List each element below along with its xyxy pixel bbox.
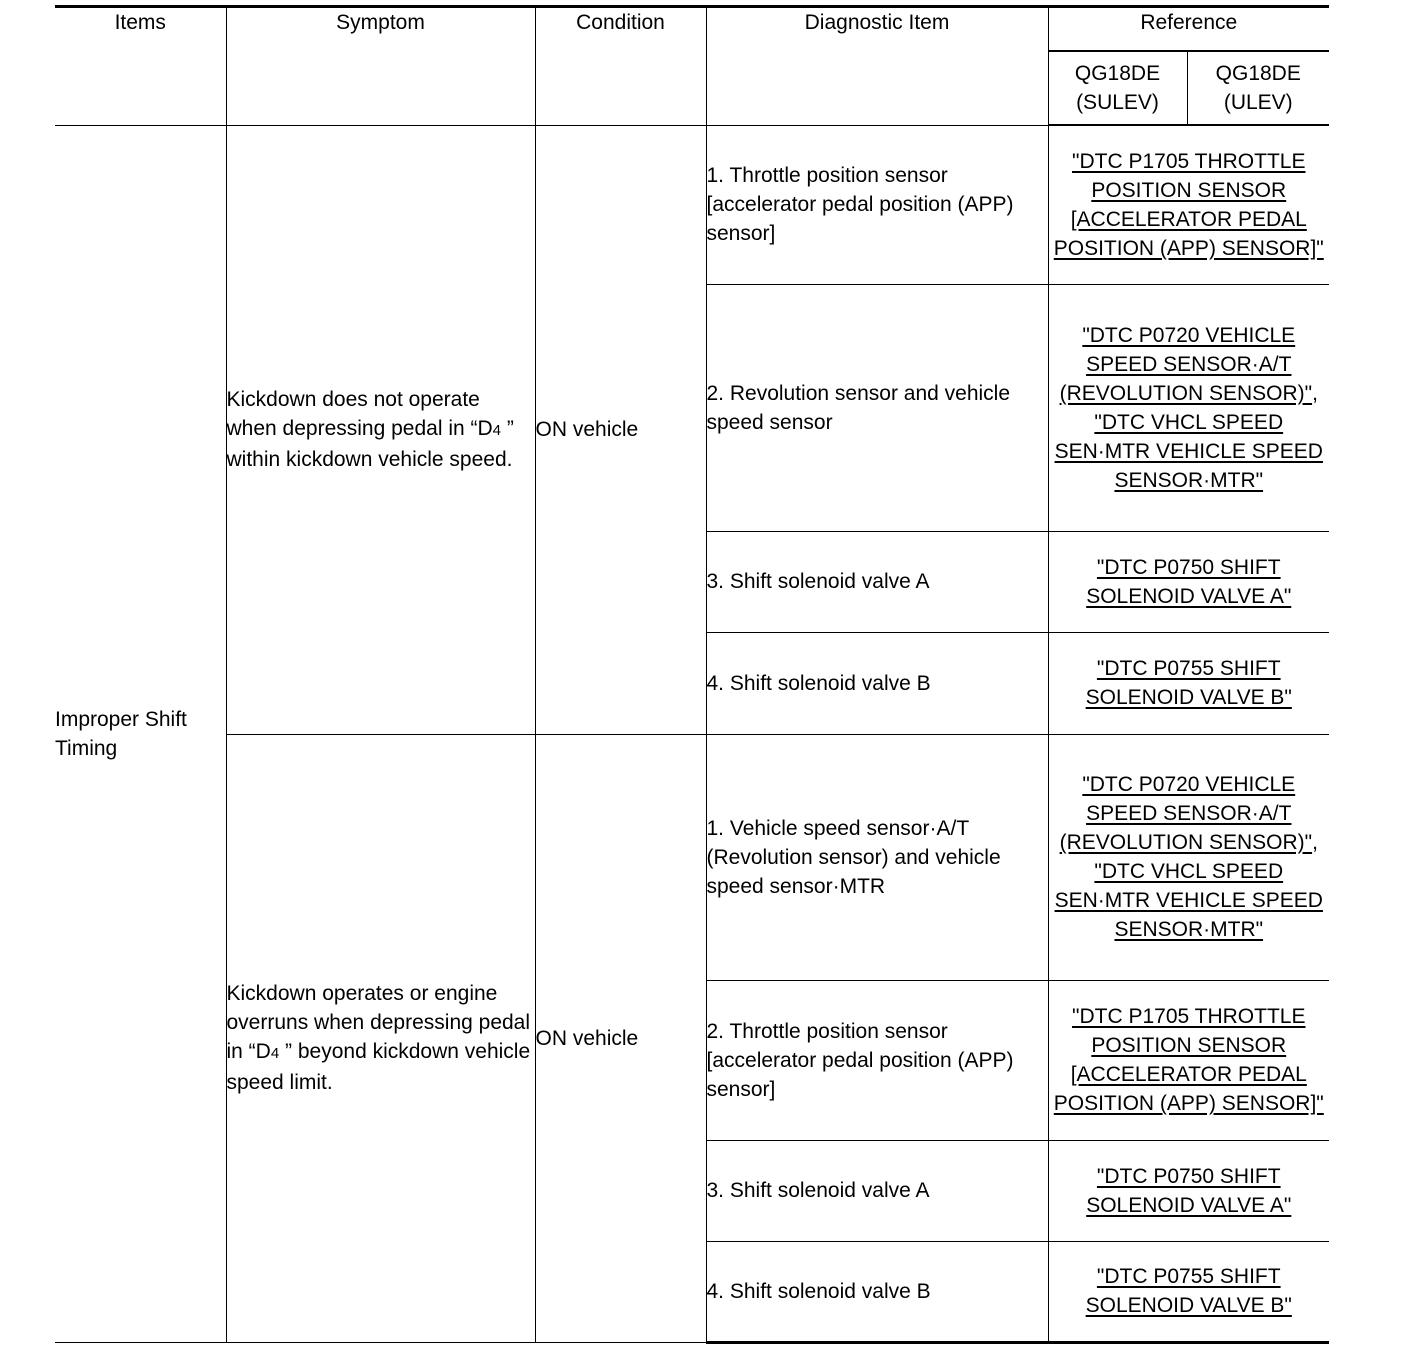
reference-link[interactable]: "DTC P0720 VEHICLE SPEED SENSOR·A/T (REVOLUTION SENSOR)" [1059, 773, 1313, 854]
diagnostic-item-cell: 1. Vehicle speed sensor·A/T (Revolution sensor) and vehicle speed sensor·MTR [706, 734, 1048, 980]
header-items: Items [55, 7, 226, 126]
reference-link[interactable]: "DTC P0750 SHIFT SOLENOID VALVE A" [1086, 555, 1292, 608]
header-row [55, 7, 1329, 52]
item-cell: Improper Shift Timing [55, 125, 226, 1342]
header-ulev [1187, 51, 1329, 125]
diagnostic-item-cell: 3. Shift solenoid valve A [706, 531, 1048, 632]
symptom-subscript: 4 [270, 1045, 280, 1062]
diagnostic-item-cell: 4. Shift solenoid valve B [706, 632, 1048, 734]
diagnostic-item-cell: 1. Throttle position sensor [accelerator pedal position (APP) sensor] [706, 125, 1048, 284]
diagnostic-item-cell: 4. Shift solenoid valve B [706, 1241, 1048, 1342]
reference-link[interactable]: "DTC P1705 THROTTLE POSITION SENSOR [ACCELERATOR PEDAL POSITION (APP) SENSOR]" [1053, 1005, 1324, 1115]
diagnostic-item-cell: 2. Throttle position sensor [accelerator pedal position (APP) sensor] [706, 980, 1048, 1140]
diagnostic-item-cell: 3. Shift solenoid valve A [706, 1140, 1048, 1241]
reference-link[interactable]: "DTC P0755 SHIFT SOLENOID VALVE B" [1085, 657, 1292, 709]
header-diagnostic-item: Diagnostic Item [706, 7, 1048, 126]
symptom-cell [226, 734, 535, 1342]
symptom-text-end: ” within kickdown vehicle speed. [226, 417, 514, 471]
symptom-text: Kickdown operates or engine overruns when depressing pedal in “D [226, 982, 531, 1063]
header-sulev [1048, 51, 1187, 125]
reference-cell [1048, 531, 1329, 632]
symptom-subscript: 4 [492, 422, 502, 439]
table-row [55, 125, 1329, 284]
diagnostic-item-cell: 2. Revolution sensor and vehicle speed sensor [706, 284, 1048, 531]
symptom-text: Kickdown does not operate when depressing pedal in “D [226, 388, 493, 440]
header-symptom: Symptom [226, 7, 535, 126]
reference-cell [1048, 1140, 1329, 1241]
header-condition: Condition [535, 7, 706, 126]
diagnostic-table [55, 5, 1329, 1344]
condition-cell: ON vehicle [535, 734, 706, 1342]
reference-separator: , [1312, 831, 1318, 854]
header-sulev-line2: (SULEV) [1076, 91, 1159, 114]
reference-link[interactable]: "DTC P0755 SHIFT SOLENOID VALVE B" [1085, 1265, 1292, 1317]
symptom-cell [226, 125, 535, 734]
reference-cell [1048, 1241, 1329, 1342]
condition-cell: ON vehicle [535, 125, 706, 734]
header-sulev-line1: QG18DE [1074, 62, 1161, 85]
symptom-text-end: ” beyond kickdown vehicle speed limit. [226, 1040, 531, 1094]
reference-cell [1048, 980, 1329, 1140]
reference-cell [1048, 632, 1329, 734]
reference-link[interactable]: "DTC VHCL SPEED SEN·MTR VEHICLE SPEED SENSOR·MTR" [1054, 410, 1323, 492]
header-ulev-line2: (ULEV) [1223, 91, 1293, 114]
reference-separator: , [1312, 381, 1318, 405]
reference-link[interactable]: "DTC P0750 SHIFT SOLENOID VALVE A" [1086, 1164, 1292, 1217]
table-row [55, 734, 1329, 980]
reference-link[interactable]: "DTC VHCL SPEED SEN·MTR VEHICLE SPEED SENSOR·MTR" [1054, 860, 1323, 941]
reference-cell [1048, 284, 1329, 531]
reference-cell [1048, 734, 1329, 980]
reference-link[interactable]: "DTC P0720 VEHICLE SPEED SENSOR·A/T (REVOLUTION SENSOR)" [1059, 323, 1313, 405]
reference-link[interactable]: "DTC P1705 THROTTLE POSITION SENSOR [ACCELERATOR PEDAL POSITION (APP) SENSOR]" [1053, 149, 1324, 260]
header-reference: Reference [1048, 7, 1329, 52]
reference-cell [1048, 125, 1329, 284]
header-ulev-line1: QG18DE [1215, 62, 1301, 85]
